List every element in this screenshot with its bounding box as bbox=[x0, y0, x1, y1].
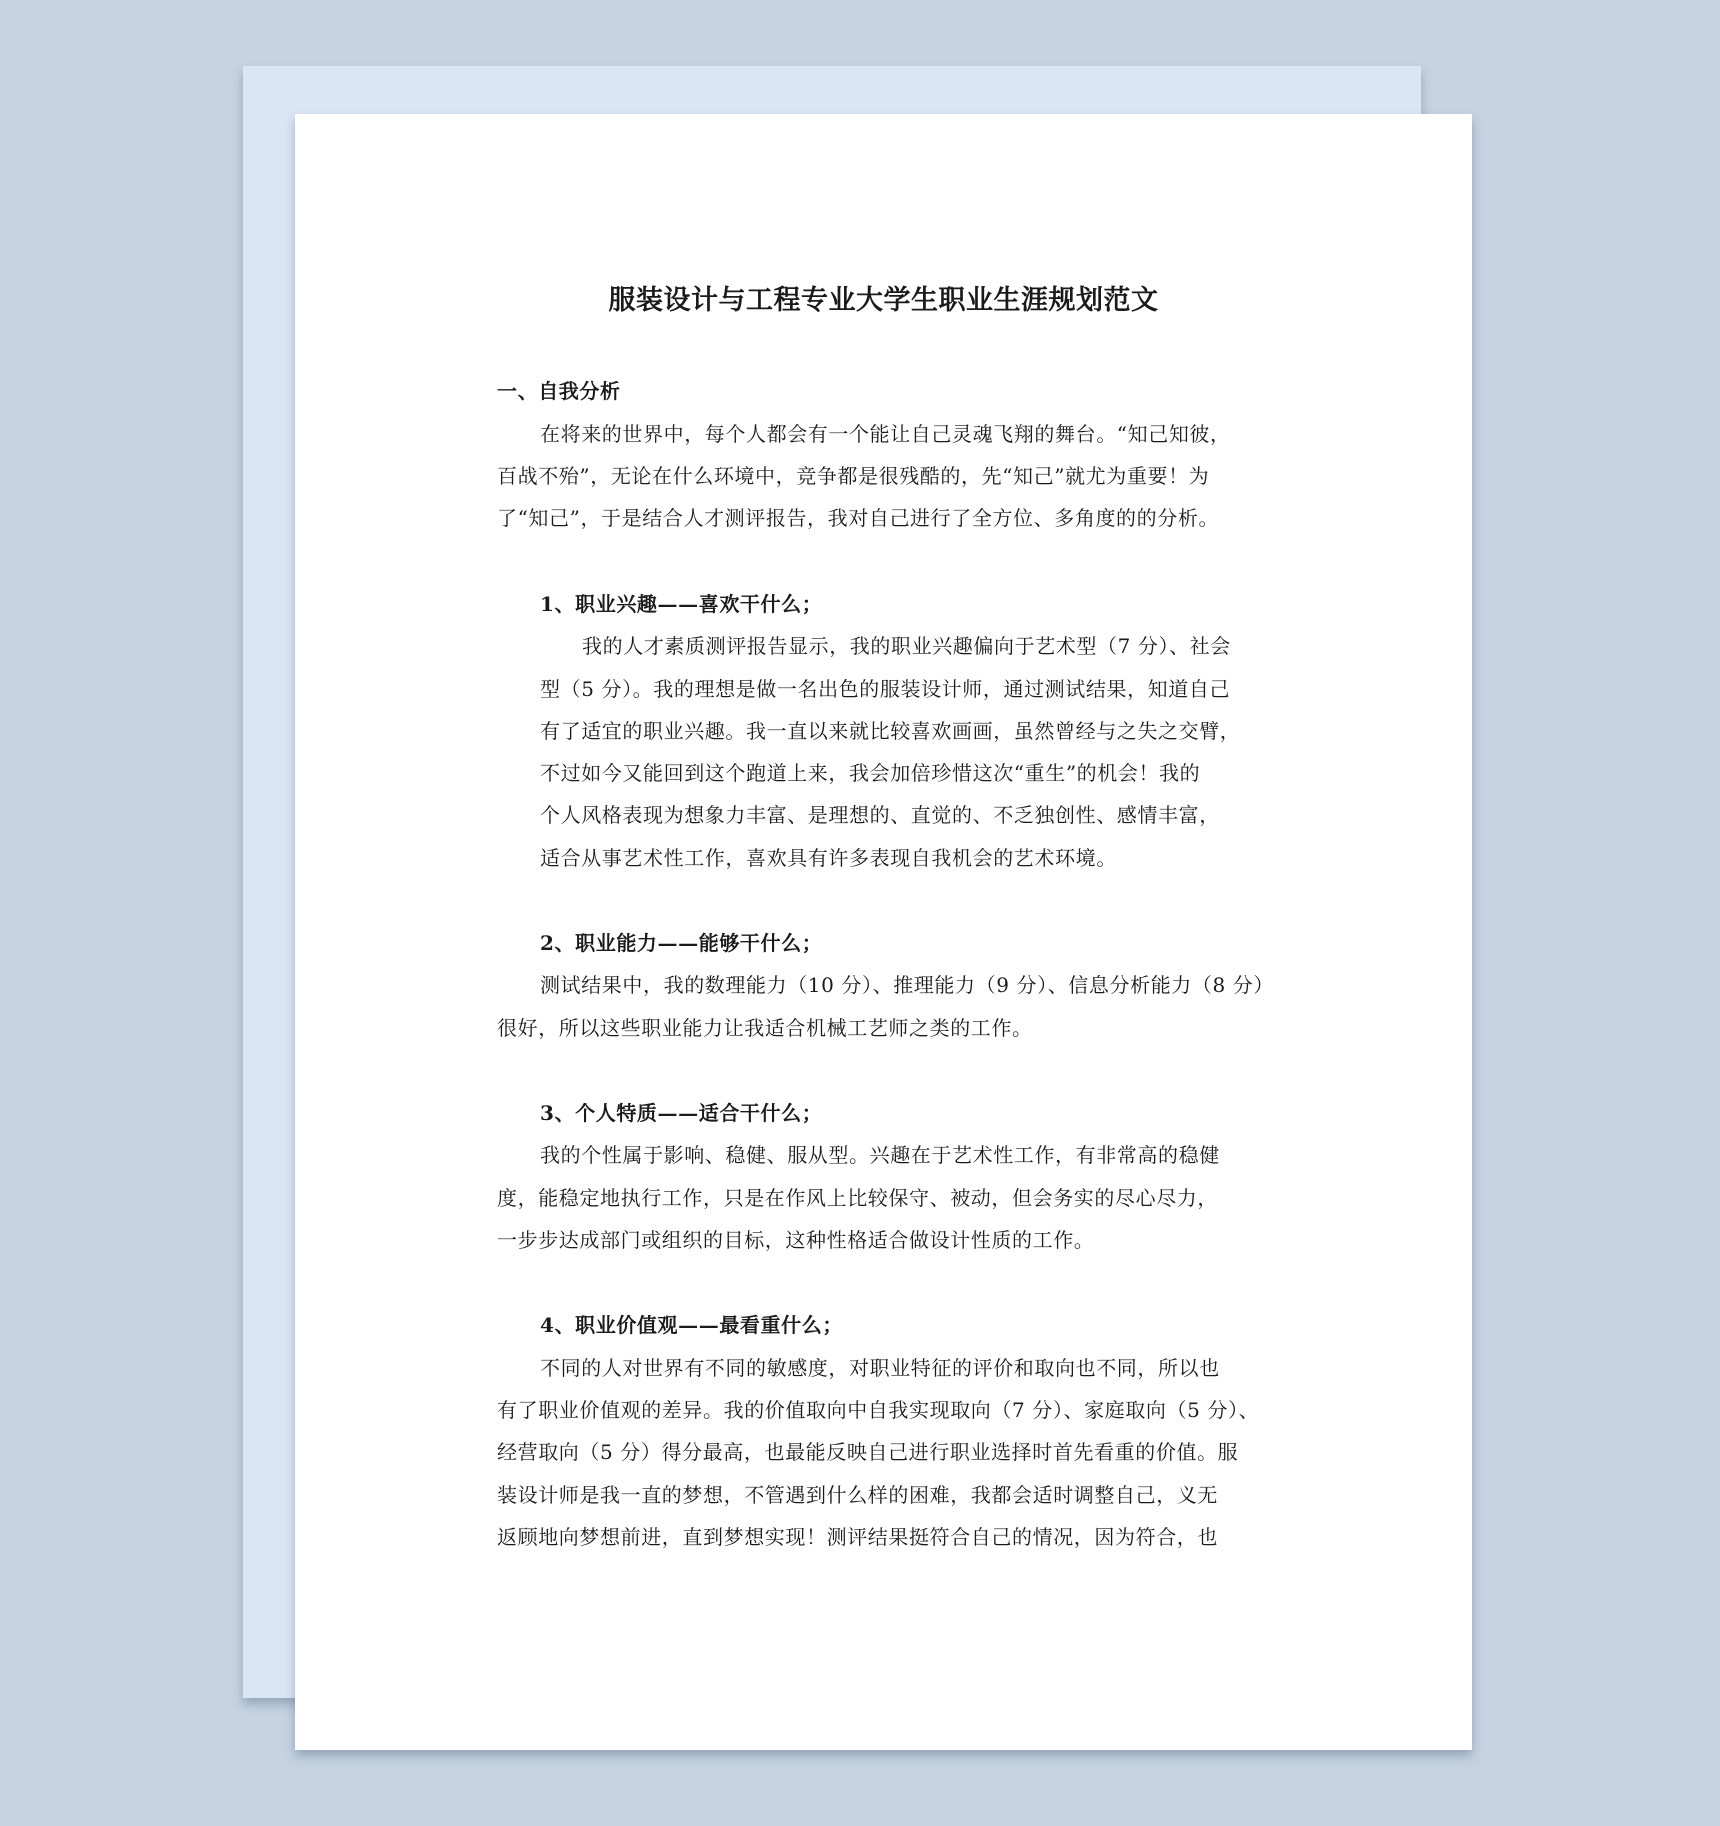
interest-line-4: 不过如今又能回到这个跑道上来，我会加倍珍惜这次“重生”的机会！我的 bbox=[540, 761, 1201, 785]
interest-line-6: 适合从事艺术性工作，喜欢具有许多表现自我机会的艺术环境。 bbox=[540, 846, 1117, 870]
document-title: 服装设计与工程专业大学生职业生涯规划范文 bbox=[608, 285, 1159, 316]
intro-line-1: 在将来的世界中，每个人都会有一个能让自己灵魂飞翔的舞台。“知己知彼， bbox=[540, 422, 1231, 446]
interest-line-1: 我的人才素质测评报告显示，我的职业兴趣偏向于艺术型（7 分）、社会 bbox=[582, 634, 1231, 658]
ability-line-2: 很好，所以这些职业能力让我适合机械工艺师之类的工作。 bbox=[497, 1016, 1033, 1040]
ability-line-1: 测试结果中，我的数理能力（10 分）、推理能力（9 分）、信息分析能力（8 分） bbox=[540, 973, 1274, 997]
interest-line-2: 型（5 分）。我的理想是做一名出色的服装设计师，通过测试结果，知道自己 bbox=[540, 677, 1231, 701]
values-line-3: 经营取向（5 分）得分最高，也最能反映自己进行职业选择时首先看重的价值。服 bbox=[497, 1440, 1239, 1464]
intro-line-3: 了“知己”，于是结合人才测评报告，我对自己进行了全方位、多角度的的分析。 bbox=[497, 506, 1220, 530]
traits-line-3: 一步步达成部门或组织的目标，这种性格适合做设计性质的工作。 bbox=[497, 1228, 1095, 1252]
section-heading-self-analysis: 一、自我分析 bbox=[497, 379, 621, 403]
interest-line-3: 有了适宜的职业兴趣。我一直以来就比较喜欢画画，虽然曾经与之失之交臂， bbox=[540, 719, 1241, 743]
subheading-career-ability: 2、职业能力——能够干什么； bbox=[540, 931, 823, 955]
traits-line-1: 我的个性属于影响、稳健、服从型。兴趣在于艺术性工作，有非常高的稳健 bbox=[540, 1143, 1220, 1167]
values-line-1: 不同的人对世界有不同的敏感度，对职业特征的评价和取向也不同，所以也 bbox=[540, 1356, 1220, 1380]
values-line-4: 装设计师是我一直的梦想，不管遇到什么样的困难，我都会适时调整自己，义无 bbox=[497, 1483, 1218, 1507]
intro-line-2: 百战不殆”，无论在什么环境中，竞争都是很残酷的，先“知己”就尤为重要！为 bbox=[497, 464, 1210, 488]
values-line-5: 返顾地向梦想前进，直到梦想实现！测评结果挺符合自己的情况，因为符合，也 bbox=[497, 1525, 1218, 1549]
subheading-career-interest: 1、职业兴趣——喜欢干什么； bbox=[540, 592, 823, 616]
subheading-career-values: 4、职业价值观——最看重什么； bbox=[540, 1313, 843, 1337]
traits-line-2: 度，能稳定地执行工作，只是在作风上比较保守、被动，但会务实的尽心尽力， bbox=[497, 1186, 1218, 1210]
values-line-2: 有了职业价值观的差异。我的价值取向中自我实现取向（7 分）、家庭取向（5 分）、 bbox=[497, 1398, 1260, 1422]
subheading-personal-traits: 3、个人特质——适合干什么； bbox=[540, 1101, 823, 1125]
interest-line-5: 个人风格表现为想象力丰富、是理想的、直觉的、不乏独创性、感情丰富， bbox=[540, 803, 1220, 827]
